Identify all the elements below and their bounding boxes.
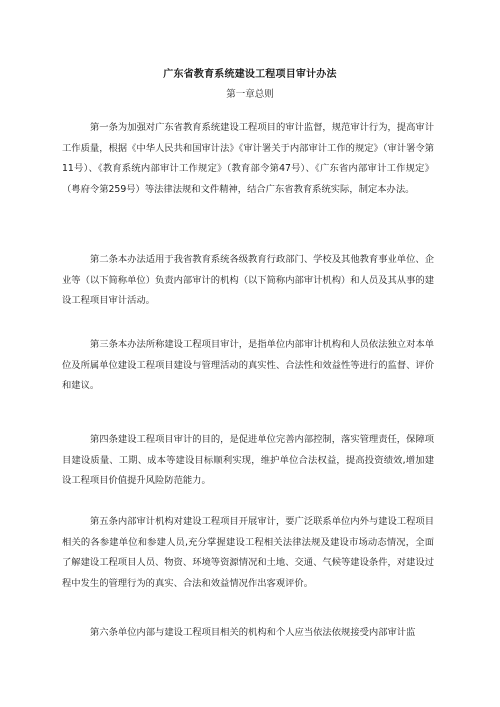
article-paragraph <box>62 430 434 492</box>
article-paragraph <box>62 623 434 644</box>
article-paragraph <box>62 118 434 200</box>
article-text: 第五条内部审计机构对建设工程项目开展审计，要广泛联系单位内外与建设工程项目相关的各参建单位和参建人员,充分掌握建设工程相关法律法规及建设市场动态情况，全面了解建设工程项目人员、物资、环境等资源情况和土地、交通、气候等建设条件，对建设过程中发生的管理行为的真实、合法和效益情况作出客观评价。 <box>62 516 434 589</box>
article-paragraph <box>62 335 434 397</box>
article-text: 第二条本办法适用于我省教育系统各级教育行政部门、学校及其他教育事业单位、企业等（以下简称单位）负责内部审计的机构（以下简称内部审计机构）和人员及其从事的建设工程项目审计活动。 <box>62 254 434 306</box>
article-text: 第三条本办法所称建设工程项目审计，是指单位内部审计机构和人员依法独立对本单位及所属单位建设工程项目建设与管理活动的真实性、合法性和效益性等进行的监督、评价和建议。 <box>62 339 434 391</box>
article-text: 第六条单位内部与建设工程项目相关的机构和个人应当依法依规接受内部审计监 <box>90 627 416 638</box>
article-text: 第四条建设工程项目审计的目的，是促进单位完善内部控制，落实管理责任，保障项目建设质量、工期、成本等建设目标顺利实现，维护单位合法权益，提高投资绩效,增加建设工程项目价值提升风险防范能力。 <box>62 434 434 486</box>
chapter-heading: 第一章总则 <box>226 89 274 100</box>
article-paragraph <box>62 512 434 594</box>
article-text: 第一条为加强对广东省教育系统建设工程项目的审计监督，规范审计行为，提高审计工作质量，根据《中华人民共和国审计法》《审计署关于内部审计工作的规定》（审计署令第11号）、《教育系统内部审计工作规定》（教育部令第47号）、《广东省内部审计工作规定》（粤府令第259号）等法律法规和文件精神，结合广东省教育系统实际，制定本办法。 <box>62 122 434 195</box>
document-title: 广东省教育系统建设工程项目审计办法 <box>163 69 337 80</box>
article-paragraph <box>62 250 434 312</box>
